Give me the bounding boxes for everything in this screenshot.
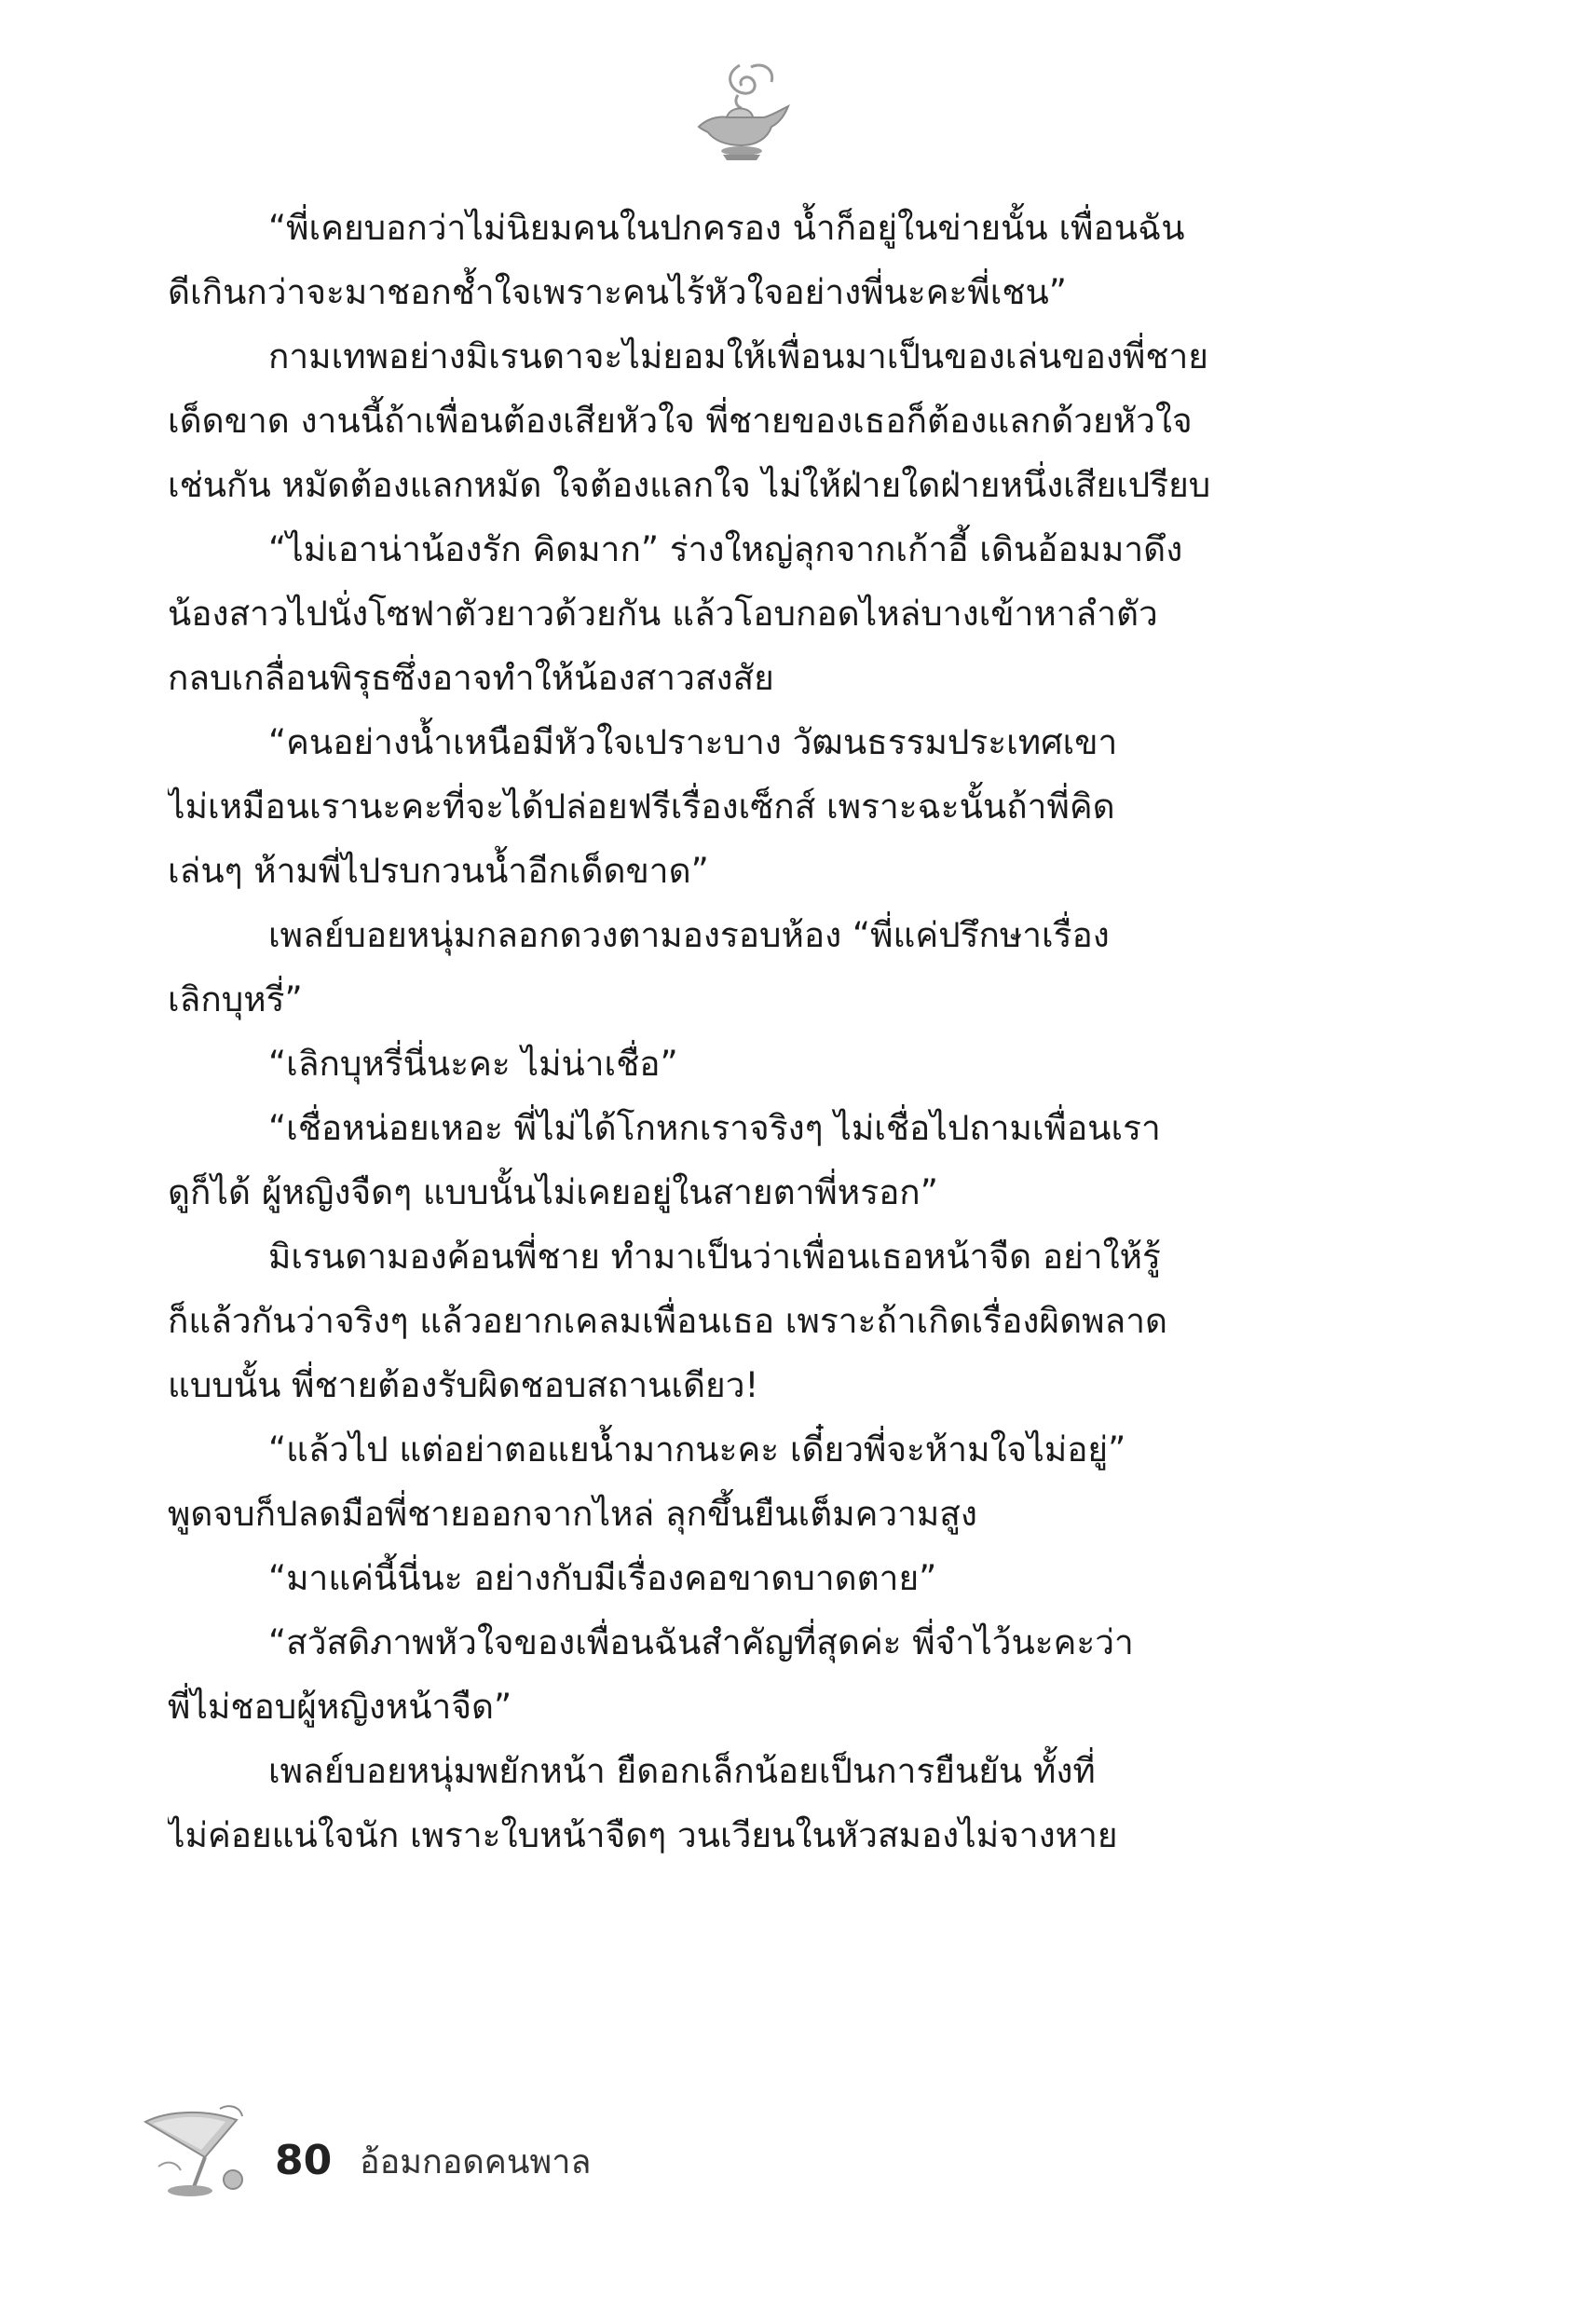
text-line: เลิกบุหรี่” (168, 979, 303, 1019)
text-line: “มาแค่นี้นี่นะ อย่างกับมีเรื่องคอขาดบาดตาย” (268, 1558, 937, 1598)
text-line: ดีเกินกว่าจะมาชอกช้ำใจเพราะคนไร้หัวใจอย่างพี่นะคะพี่เชน” (168, 272, 1067, 312)
text-line: กามเทพอย่างมิเรนดาจะไม่ยอมให้เพื่อนมาเป็นของเล่นของพี่ชาย (268, 336, 1208, 376)
text-line: พูดจบก็ปลดมือพี่ชายออกจากไหล่ ลุกขึ้นยืนเต็มความสูง (168, 1494, 977, 1534)
text-line: “เชื่อหน่อยเหอะ พี่ไม่ได้โกหกเราจริงๆ ไม่เชื่อไปถามเพื่อนเรา (268, 1108, 1161, 1148)
cocktail-glass-icon (140, 2101, 250, 2204)
text-line: เพลย์บอยหนุ่มกลอกดวงตามองรอบห้อง “พี่แค่ปรึกษาเรื่อง (268, 915, 1110, 955)
book-title: อ้อมกอดคนพาล (360, 2143, 592, 2181)
text-line: เล่นๆ ห้ามพี่ไปรบกวนน้ำอีกเด็ดขาด” (168, 851, 709, 891)
genie-lamp-icon (686, 58, 798, 170)
text-line: ไม่เหมือนเรานะคะที่จะได้ปล่อยฟรีเรื่องเซ็กส์ เพราะฉะนั้นถ้าพี่คิด (168, 786, 1115, 827)
text-line: “พี่เคยบอกว่าไม่นิยมคนในปกครอง น้ำก็อยู่ในข่ายนั้น เพื่อนฉัน (268, 208, 1185, 248)
body-text (168, 196, 1328, 2115)
text-line: ไม่ค่อยแน่ใจนัก เพราะใบหน้าจืดๆ วนเวียนในหัวสมองไม่จางหาย (168, 1815, 1118, 1855)
text-line: น้องสาวไปนั่งโซฟาตัวยาวด้วยกัน แล้วโอบกอดไหล่บางเข้าหาลำตัว (168, 594, 1158, 634)
text-line: “ไม่เอาน่าน้องรัก คิดมาก” ร่างใหญ่ลุกจากเก้าอี้ เดินอ้อมมาดึง (268, 529, 1183, 569)
text-line: “สวัสดิภาพหัวใจของเพื่อนฉันสำคัญที่สุดค่ะ พี่จำไว้นะคะว่า (268, 1622, 1134, 1662)
text-line: พี่ไม่ชอบผู้หญิงหน้าจืด” (168, 1687, 512, 1727)
text-line: “แล้วไป แต่อย่าตอแยน้ำมากนะคะ เดี๋ยวพี่จะห้ามใจไม่อยู่” (268, 1429, 1126, 1470)
text-line: ดูก็ได้ ผู้หญิงจืดๆ แบบนั้นไม่เคยอยู่ในสายตาพี่หรอก” (168, 1172, 938, 1212)
text-line: “คนอย่างน้ำเหนือมีหัวใจเปราะบาง วัฒนธรรมประเทศเขา (268, 722, 1118, 762)
text-line: แบบนั้น พี่ชายต้องรับผิดชอบสถานเดียว! (168, 1365, 759, 1405)
text-line: มิเรนดามองค้อนพี่ชาย ทำมาเป็นว่าเพื่อนเธอหน้าจืด อย่าให้รู้ (268, 1237, 1161, 1277)
text-line: เพลย์บอยหนุ่มพยักหน้า ยืดอกเล็กน้อยเป็นการยืนยัน ทั้งที่ (268, 1751, 1096, 1791)
text-line: ก็แล้วกันว่าจริงๆ แล้วอยากเคลมเพื่อนเธอ เพราะถ้าเกิดเรื่องผิดพลาด (168, 1301, 1167, 1341)
text-line: กลบเกลื่อนพิรุธซึ่งอาจทำให้น้องสาวสงสัย (168, 658, 774, 698)
text-line: เช่นกัน หมัดต้องแลกหมัด ใจต้องแลกใจ ไม่ให้ฝ่ายใดฝ่ายหนึ่งเสียเปรียบ (168, 465, 1211, 505)
text-line: เด็ดขาด งานนี้ถ้าเพื่อนต้องเสียหัวใจ พี่ชายของเธอก็ต้องแลกด้วยหัวใจ (168, 401, 1193, 441)
page-number: 80 (275, 2137, 333, 2184)
page-footer (140, 2101, 792, 2204)
text-line: “เลิกบุหรี่นี่นะคะ ไม่น่าเชื่อ” (268, 1044, 678, 1084)
